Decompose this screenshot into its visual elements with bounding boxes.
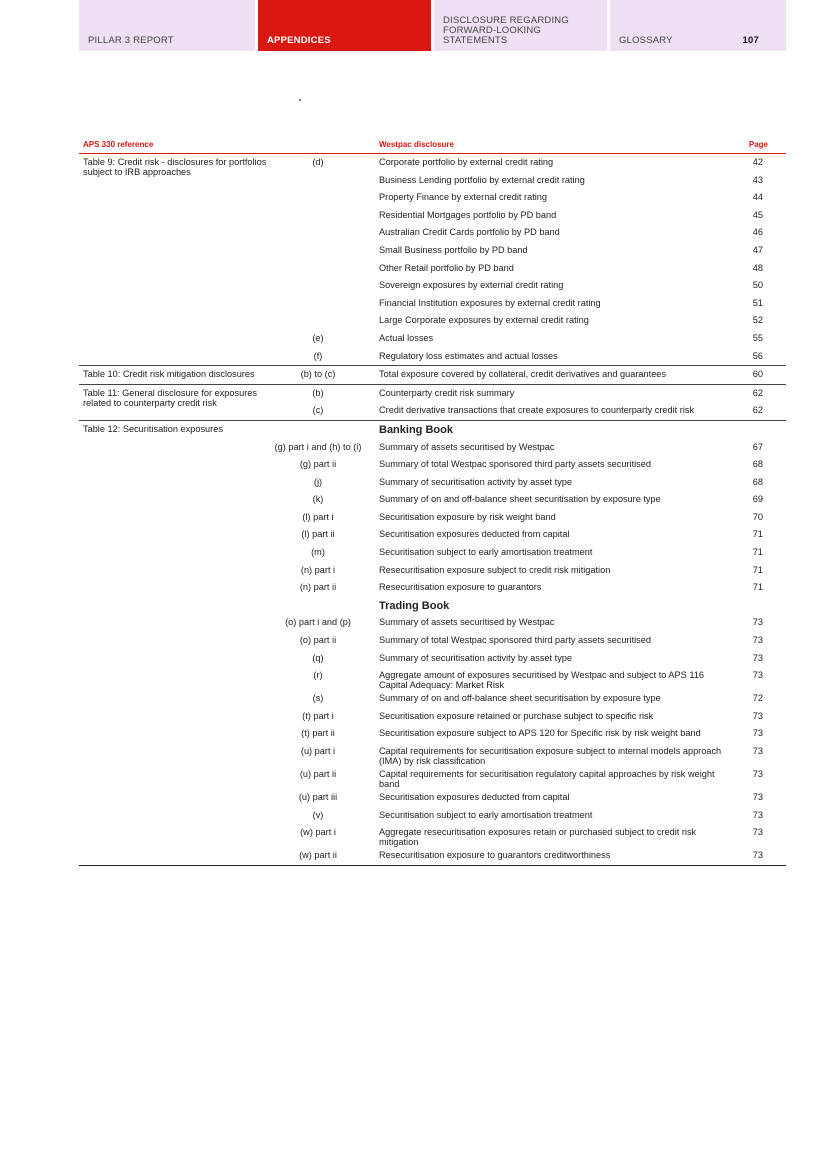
page-cell: 55 xyxy=(752,332,763,343)
subsection-cell: (t) part i xyxy=(302,710,334,721)
disclosure-lines xyxy=(269,421,786,865)
disclosure-lines xyxy=(269,385,786,420)
disclosure-cell: Property Finance by external credit rating xyxy=(379,192,548,203)
tab-glossary[interactable] xyxy=(610,0,786,51)
subsection-cell xyxy=(269,421,375,439)
table-row xyxy=(269,632,786,650)
disclosure-cell: Actual losses xyxy=(379,332,434,343)
subsection-cell: (e) xyxy=(312,332,324,343)
section-subheading-row xyxy=(269,597,786,615)
subsection-cell: (l) part ii xyxy=(301,529,335,540)
disclosure-cell: Summary of securitisation activity by asset type xyxy=(379,476,573,487)
table-row xyxy=(269,614,786,632)
page-cell: 70 xyxy=(752,511,763,522)
disclosure-cell: Securitisation exposure subject to APS 120 for Specific risk by risk weight band xyxy=(379,728,701,739)
table-row xyxy=(269,439,786,457)
subsection-cell: (n) part ii xyxy=(299,582,337,593)
page-cell: 60 xyxy=(752,369,763,380)
subsection-cell: (j) xyxy=(313,476,323,487)
table-row xyxy=(269,172,786,190)
subsection-cell xyxy=(269,597,375,615)
subsection-cell: (l) part i xyxy=(302,511,334,522)
page-cell: 43 xyxy=(752,174,763,185)
page-cell: 48 xyxy=(752,262,763,273)
disclosure-cell: Aggregate resecuritisation exposures retain or purchased subject to credit risk mitigation xyxy=(379,827,697,848)
page-cell: 62 xyxy=(752,387,763,398)
page-cell: 42 xyxy=(752,157,763,167)
table-row xyxy=(269,725,786,743)
disclosure-cell: Large Corporate exposures by external credit rating xyxy=(379,315,589,326)
book-heading: Banking Book xyxy=(379,423,453,436)
page-cell xyxy=(726,421,786,439)
subsection-cell: (s) xyxy=(312,693,324,704)
page-cell: 73 xyxy=(752,850,763,861)
table-section xyxy=(79,154,786,366)
disclosure-cell: Residential Mortgages portfolio by PD band xyxy=(379,209,557,220)
disclosure-cell: Corporate portfolio by external credit rating xyxy=(379,157,554,167)
page-cell: 68 xyxy=(752,476,763,487)
table-row xyxy=(269,154,786,172)
subsection-cell xyxy=(269,242,375,260)
disclosure-cell: Securitisation exposure retained or purchase subject to specific risk xyxy=(379,710,654,721)
table-row xyxy=(269,456,786,474)
aps-reference-cell: Table 12: Securitisation exposures xyxy=(83,423,223,434)
disclosure-cell: Summary of assets securitised by Westpac xyxy=(379,617,555,628)
page-cell: 73 xyxy=(752,728,763,739)
table-row xyxy=(269,330,786,348)
table-row xyxy=(269,690,786,708)
disclosure-cell: Resecuritisation exposure to guarantors creditworthiness xyxy=(379,850,611,861)
page-cell: 67 xyxy=(752,441,763,452)
tab-pillar-3-report[interactable] xyxy=(79,0,255,51)
page-cell: 44 xyxy=(752,192,763,203)
disclosure-cell: Small Business portfolio by PD band xyxy=(379,244,528,255)
page-cell: 47 xyxy=(752,244,763,255)
report-header xyxy=(79,0,786,51)
disclosure-cell: Summary of total Westpac sponsored third party assets securitised xyxy=(379,459,651,470)
page-cell: 71 xyxy=(752,582,763,593)
tab-label: GLOSSARY xyxy=(619,35,673,46)
subsection-cell xyxy=(269,224,375,242)
table-row xyxy=(269,312,786,330)
page-cell: 73 xyxy=(752,710,763,721)
subsection-cell xyxy=(269,189,375,207)
subsection-cell xyxy=(269,172,375,190)
reference-table xyxy=(79,136,786,866)
table-row xyxy=(269,277,786,295)
subsection-cell: (w) part ii xyxy=(299,850,337,861)
tab-disclosure-forward-looking[interactable] xyxy=(434,0,607,51)
header-page: Page xyxy=(748,140,768,149)
header-aps-reference: APS 330 reference xyxy=(83,140,154,149)
table-row xyxy=(269,708,786,726)
page-cell: 73 xyxy=(752,652,763,663)
table-row xyxy=(269,189,786,207)
disclosure-cell: Resecuritisation exposure subject to credit risk mitigation xyxy=(379,564,611,575)
page-cell: 73 xyxy=(752,809,763,820)
table-row xyxy=(269,526,786,544)
aps-reference-cell: Table 9: Credit risk - disclosures for portfolios subject to IRB approaches xyxy=(83,157,267,177)
disclosure-cell: Aggregate amount of exposures securitised by Westpac and subject to APS 116 Capital Adequacy: Market Risk xyxy=(379,670,704,691)
page-cell: 73 xyxy=(752,792,763,802)
header-subsection xyxy=(269,136,375,153)
table-row xyxy=(269,224,786,242)
table-row xyxy=(269,474,786,492)
subsection-cell: (u) part ii xyxy=(299,769,337,779)
page-number: 107 xyxy=(742,35,759,46)
table-row xyxy=(269,491,786,509)
subsection-cell: (q) xyxy=(312,652,324,663)
subsection-cell: (v) xyxy=(312,809,324,820)
subsection-cell: (d) xyxy=(312,157,324,167)
page-cell: 71 xyxy=(752,564,763,575)
subsection-cell: (m) xyxy=(311,547,325,558)
table-row xyxy=(269,743,786,766)
table-row xyxy=(269,766,786,789)
page-cell: 71 xyxy=(752,547,763,558)
disclosure-lines xyxy=(269,154,786,365)
table-row xyxy=(269,562,786,580)
disclosure-cell: Summary of on and off-balance sheet securitisation by exposure type xyxy=(379,693,661,704)
page-cell: 73 xyxy=(752,670,763,681)
table-header xyxy=(79,136,786,154)
page-cell: 73 xyxy=(752,746,763,756)
page-cell: 69 xyxy=(752,494,763,505)
disclosure-cell: Summary of assets securitised by Westpac xyxy=(379,441,555,452)
table-body xyxy=(79,154,786,866)
table-section xyxy=(79,421,786,866)
disclosure-cell: Regulatory loss estimates and actual losses xyxy=(379,350,558,361)
disclosure-cell: Capital requirements for securitisation exposure subject to internal models approach (IMA) by risk classification xyxy=(379,746,722,766)
disclosure-cell: Counterparty credit risk summary xyxy=(379,387,515,398)
subsection-cell: (n) part i xyxy=(300,564,336,575)
table-row xyxy=(269,207,786,225)
tab-label: PILLAR 3 REPORT xyxy=(88,35,174,46)
tab-label: DISCLOSURE REGARDING FORWARD-LOOKING STATEMENTS xyxy=(443,15,569,46)
table-section xyxy=(79,366,786,385)
page-cell: 72 xyxy=(752,693,763,704)
page-cell: 73 xyxy=(752,617,763,628)
section-subheading-row xyxy=(269,421,786,439)
stray-dot xyxy=(299,99,301,101)
disclosure-cell: Sovereign exposures by external credit rating xyxy=(379,280,564,291)
page-cell: 50 xyxy=(752,280,763,291)
table-row xyxy=(269,402,786,420)
page-cell: 56 xyxy=(752,350,763,361)
table-row xyxy=(269,385,786,403)
table-row xyxy=(269,807,786,825)
table-row xyxy=(269,579,786,597)
subsection-cell xyxy=(269,277,375,295)
aps-reference-cell: Table 11: General disclosure for exposures related to counterparty credit risk xyxy=(83,387,257,408)
table-row xyxy=(269,509,786,527)
table-row xyxy=(269,847,786,865)
disclosure-cell: Securitisation exposures deducted from capital xyxy=(379,529,570,540)
page-cell: 73 xyxy=(752,635,763,646)
subsection-cell: (k) xyxy=(312,494,324,505)
subsection-cell: (o) part ii xyxy=(299,635,337,646)
disclosure-cell: Securitisation subject to early amortisation treatment xyxy=(379,809,593,820)
subsection-cell: (r) xyxy=(313,670,323,681)
disclosure-cell: Financial Institution exposures by external credit rating xyxy=(379,297,601,308)
subsection-cell: (g) part i and (h) to (i) xyxy=(274,441,362,452)
table-row xyxy=(269,242,786,260)
disclosure-cell: Summary of total Westpac sponsored third party assets securitised xyxy=(379,635,651,646)
table-row xyxy=(269,667,786,690)
table-row xyxy=(269,348,786,366)
subsection-cell xyxy=(269,312,375,330)
page-cell: 73 xyxy=(752,827,763,838)
subsection-cell xyxy=(269,260,375,278)
subsection-cell: (f) xyxy=(313,350,323,361)
page-cell: 68 xyxy=(752,459,763,470)
subsection-cell: (u) part i xyxy=(300,746,336,756)
disclosure-cell: Resecuritisation exposure to guarantors xyxy=(379,582,542,593)
tab-label: APPENDICES xyxy=(267,35,331,46)
table-row xyxy=(269,366,786,384)
table-row xyxy=(269,789,786,807)
disclosure-cell: Capital requirements for securitisation regulatory capital approaches by risk weight band xyxy=(379,769,715,789)
disclosure-cell: Total exposure covered by collateral, credit derivatives and guarantees xyxy=(379,369,667,380)
disclosure-cell: Business Lending portfolio by external credit rating xyxy=(379,174,585,185)
table-section xyxy=(79,385,786,421)
page-cell: 52 xyxy=(752,315,763,326)
disclosure-cell: Credit derivative transactions that create exposures to counterparty credit risk xyxy=(379,405,695,416)
page-cell xyxy=(726,597,786,615)
subsection-cell xyxy=(269,295,375,313)
table-row xyxy=(269,260,786,278)
page-cell: 46 xyxy=(752,227,763,238)
page-cell: 62 xyxy=(752,405,763,416)
disclosure-cell: Summary of securitisation activity by asset type xyxy=(379,652,573,663)
disclosure-cell: Summary of on and off-balance sheet securitisation by exposure type xyxy=(379,494,661,505)
table-row xyxy=(269,544,786,562)
disclosure-cell: Australian Credit Cards portfolio by PD band xyxy=(379,227,560,238)
table-row xyxy=(269,295,786,313)
disclosure-cell: Other Retail portfolio by PD band xyxy=(379,262,514,273)
disclosure-lines xyxy=(269,366,786,384)
aps-reference-cell: Table 10: Credit risk mitigation disclosures xyxy=(83,369,255,380)
subsection-cell: (w) part i xyxy=(300,827,336,838)
tab-appendices[interactable] xyxy=(258,0,431,51)
disclosure-cell: Securitisation exposures deducted from capital xyxy=(379,792,570,802)
subsection-cell: (c) xyxy=(312,405,324,416)
subsection-cell: (g) part ii xyxy=(299,459,337,470)
book-heading: Trading Book xyxy=(379,599,450,612)
subsection-cell xyxy=(269,207,375,225)
page-cell: 71 xyxy=(752,529,763,540)
disclosure-cell: Securitisation exposure by risk weight band xyxy=(379,511,556,522)
subsection-cell: (o) part i and (p) xyxy=(285,617,351,628)
subsection-cell: (b) to (c) xyxy=(300,369,336,380)
page-cell: 51 xyxy=(752,297,763,308)
subsection-cell: (t) part ii xyxy=(301,728,335,739)
subsection-cell: (u) part iii xyxy=(298,792,338,802)
header-westpac-disclosure: Westpac disclosure xyxy=(379,140,454,149)
disclosure-cell: Securitisation subject to early amortisation treatment xyxy=(379,547,593,558)
table-row xyxy=(269,824,786,847)
table-row xyxy=(269,650,786,668)
page-cell: 45 xyxy=(752,209,763,220)
subsection-cell: (b) xyxy=(312,387,324,398)
page-cell: 73 xyxy=(752,769,763,779)
